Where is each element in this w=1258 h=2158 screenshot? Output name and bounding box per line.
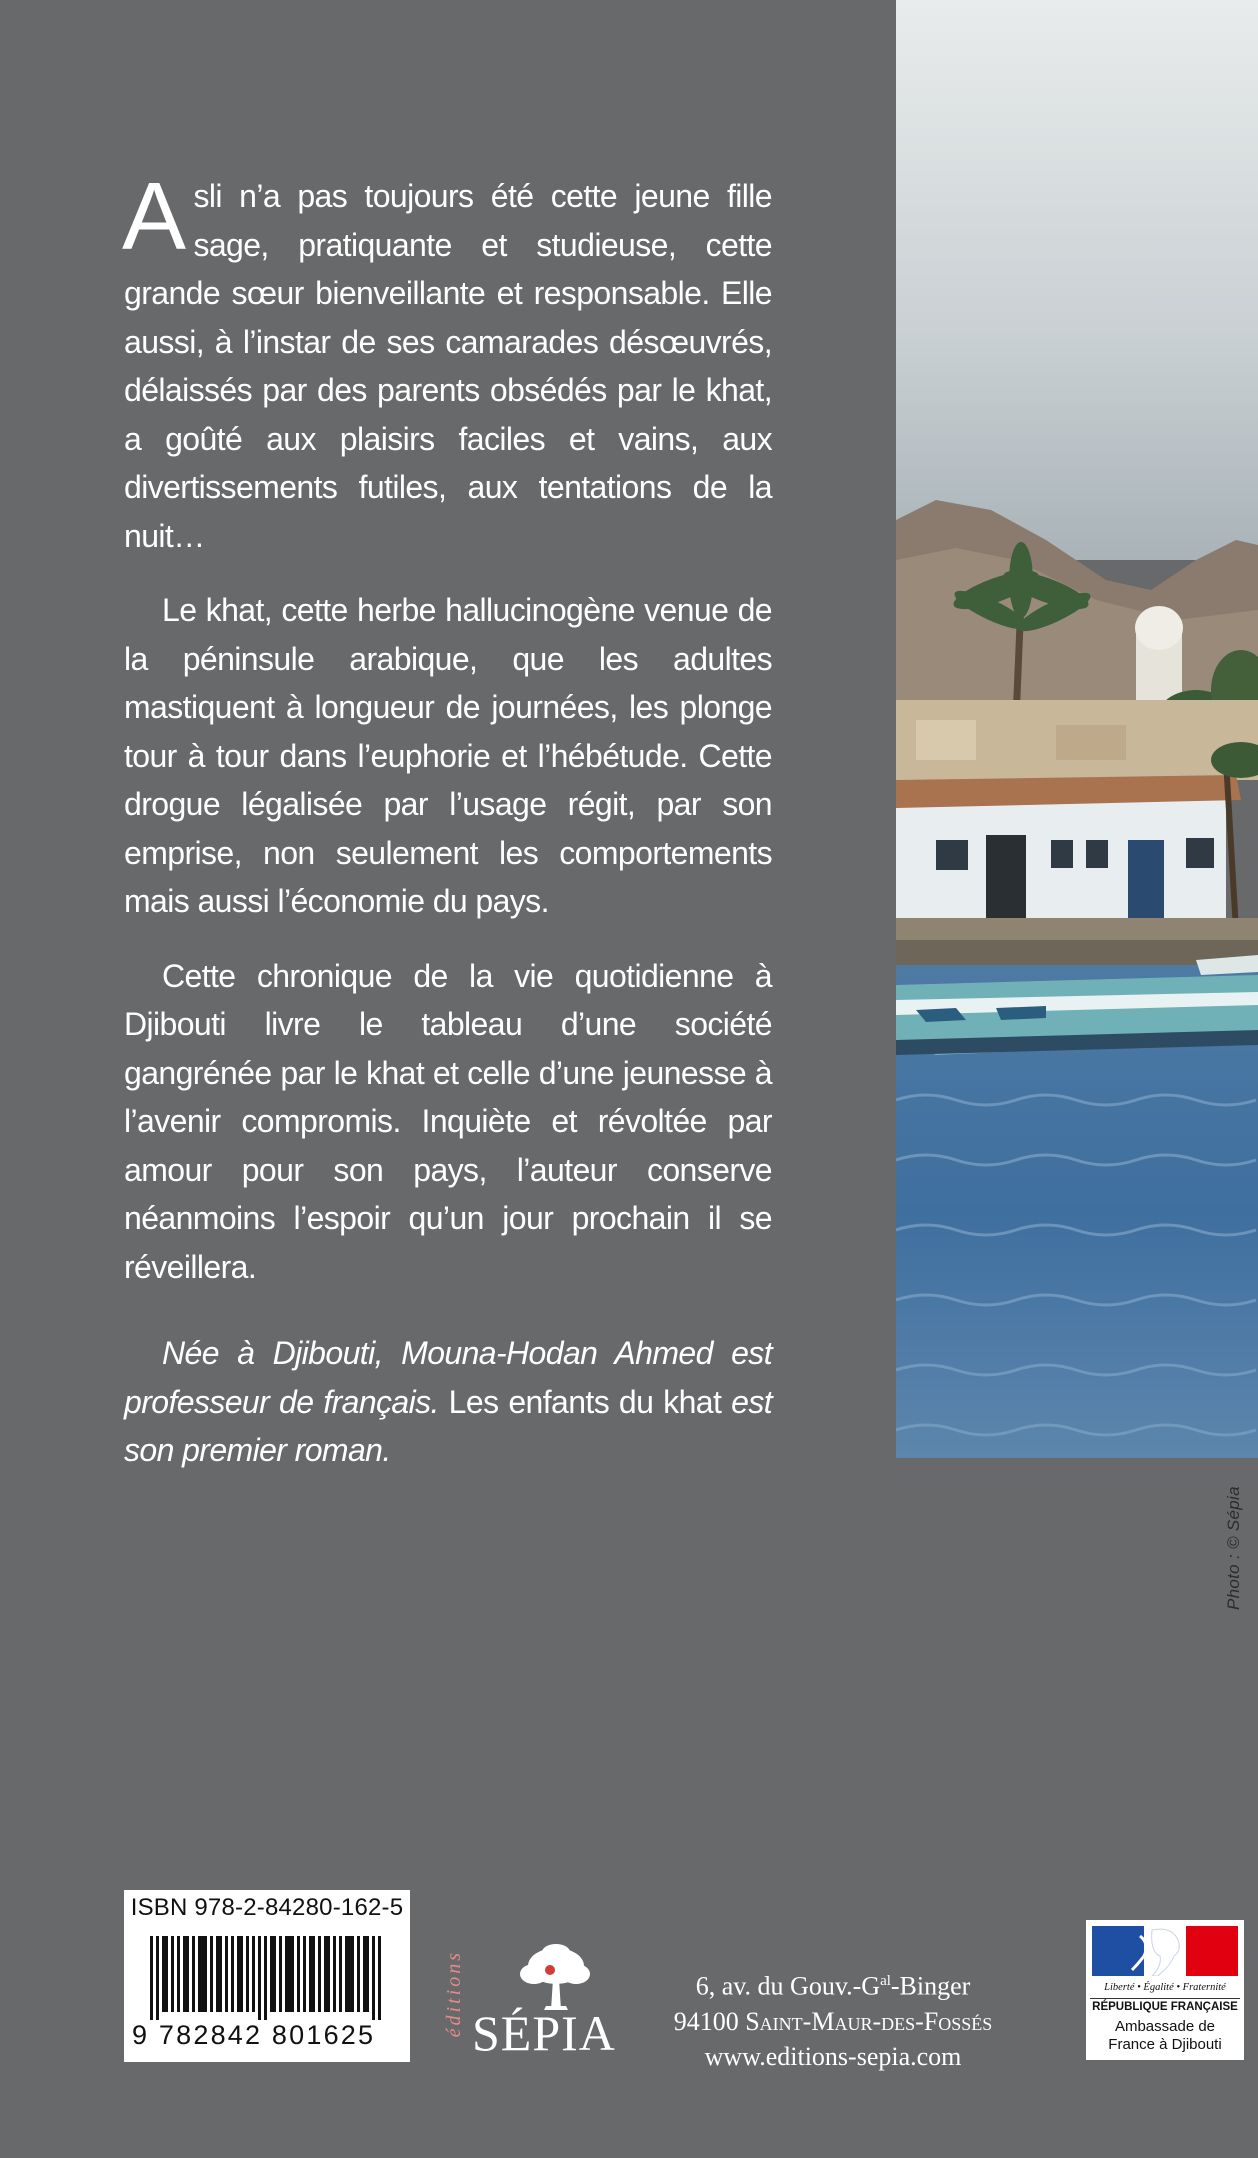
address-line-1: 6, av. du $Gouv.-G^{al}$-Binger — [695, 1971, 971, 2001]
photo-credit: Photo : © Sépia — [1224, 1486, 1243, 1610]
paragraph-1-text: sli n’a pas toujours été cette jeune fille sage, pratiquante et studieuse, cette grande sœur bienveillante et responsable. Elle aussi, à l’instar de ses camarades désœuvrés, délaissés par des parents obsédés par le khat, a goûté aux plaisirs faciles et vains, aux divertissements futiles, aux tentations de la nuit… — [124, 178, 772, 554]
embassy-motto: Liberté • Égalité • Fraternité — [1104, 1982, 1226, 1993]
cover-photo — [896, 0, 1258, 1458]
republic-label: RÉPUBLIQUE FRANÇAISE — [1090, 1998, 1240, 2013]
author-bio — [124, 1329, 772, 1475]
paragraph-1 — [122, 163, 772, 560]
editions-label: éditions — [443, 1950, 465, 2038]
address-line-2: 94100 Saint-Maur-des-Fossés — [673, 2006, 993, 2036]
paragraph-3: Cette chronique de la vie quotidienne à Djibouti livre le tableau d’une société gangrénée par le khat et celle d’une jeunesse à l’avenir compromis. Inquiète et révoltée par amour pour son pays, l’auteur conserve néanmoins l’espoir qu’un jour prochain il se réveillera. — [124, 957, 772, 1285]
embassy-logo — [1086, 1920, 1244, 2060]
website-link[interactable]: www.editions-sepia.com — [704, 2041, 962, 2071]
barcode-digits: 9 782842 801625 — [132, 2020, 376, 2050]
publisher-address — [640, 1964, 1026, 2074]
back-cover-text — [122, 163, 773, 1501]
book-title: Les enfants du khat — [438, 1383, 732, 1420]
publisher-logo — [438, 1940, 638, 2070]
barcode-icon — [150, 1936, 388, 2020]
embassy-name: Ambassade de France à Djibouti — [1108, 2018, 1222, 2053]
publisher-name: SÉPIA — [472, 2005, 616, 2061]
bio-text-1: Née à Djibouti, Mouna-Hodan Ahmed est professeur de français. — [124, 1335, 772, 1420]
drop-cap: A — [122, 163, 186, 270]
bio-text-2: est son premier roman. — [124, 1383, 773, 1468]
barcode-box — [124, 1890, 410, 2062]
marianne-flag-icon — [1092, 1926, 1238, 1976]
paragraph-2: Le khat, cette herbe hallucinogène venue de la péninsule arabique, que les adultes mastiquent à longueur de journées, les plonge tour à tour dans l’euphorie et l’hébétude. Cette drogue légalisée par l’usage régit, par son emprise, non seulement les comportements mais aussi l’économie du pays. — [124, 592, 772, 919]
isbn: ISBN 978-2-84280-162-5 — [130, 1894, 404, 1921]
